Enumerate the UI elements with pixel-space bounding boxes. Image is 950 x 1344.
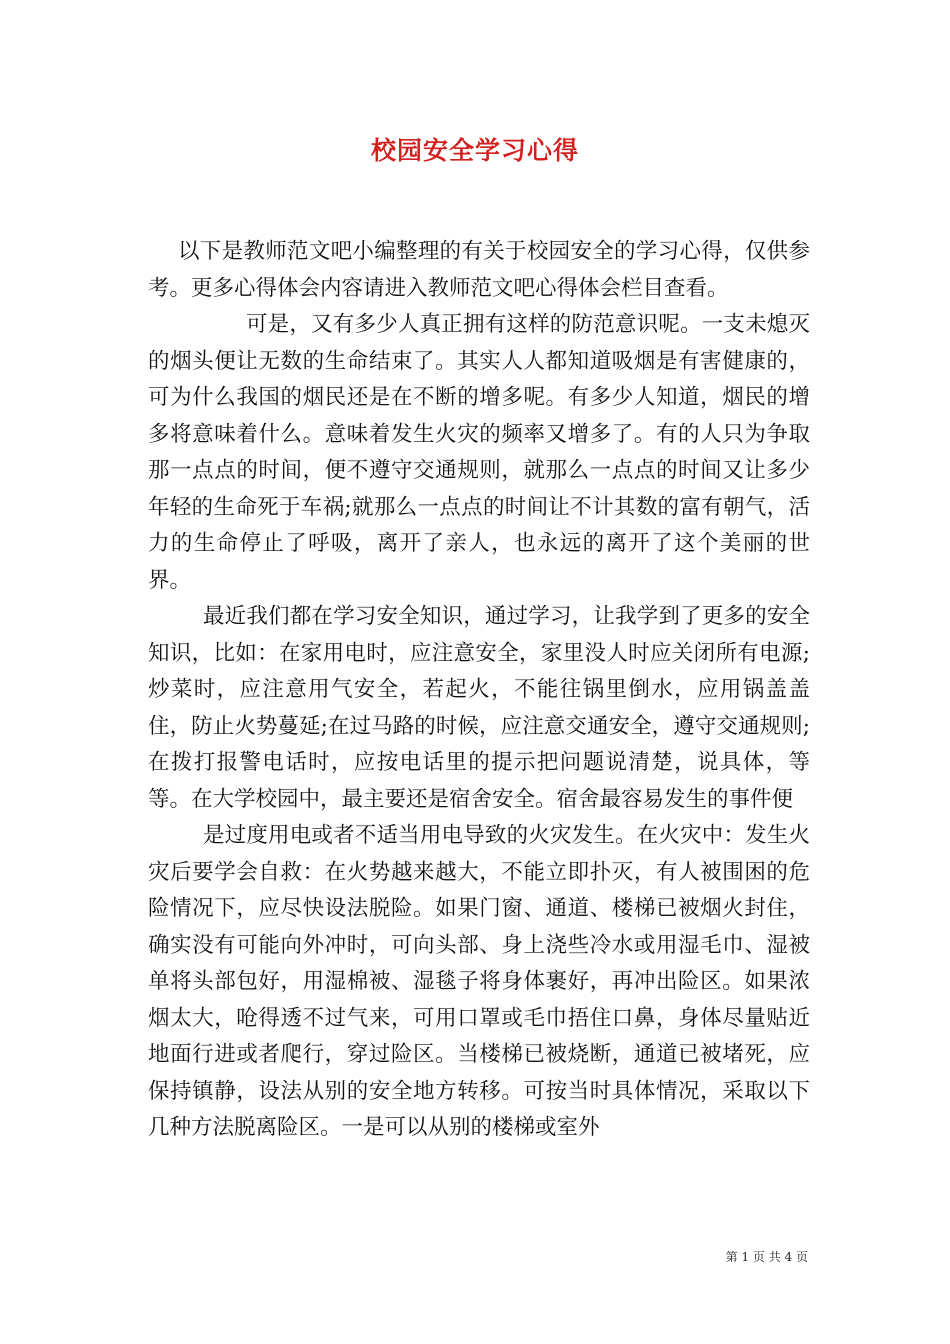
paragraph-safety-knowledge: 最近我们都在学习安全知识，通过学习，让我学到了更多的安全知识，比如：在家用电时，应注意安全，家里没人时应关闭所有电源;炒菜时，应注意用气安全，若起火，不能往锅里倒水，应用锅盖盖住，防止火势蔓延;在过马路的时候，应注意交通安全，遵守交通规则;在拨打报警电话时，应按电话里的提示把问题说清楚，说具体，等等。在大学校园中，最主要还是宿舍安全。宿舍最容易发生的事件便 [148,604,810,812]
page-number: 第 1 页 共 4 页 [725,1250,808,1264]
document-body [148,234,810,1147]
page-title: 校园安全学习心得 [370,136,579,165]
paragraph-fire-escape: 是过度用电或者不适当用电导致的火灾发生。在火灾中：发生火灾后要学会自救：在火势越来越大，不能立即扑灭，有人被围困的危险情况下，应尽快设法脱险。如果门窗、通道、楼梯已被烟火封住，确实没有可能向外冲时，可向头部、身上浇些冷水或用湿毛巾、湿被单将头部包好，用湿棉被、湿毯子将身体裹好，再冲出险区。如果浓烟太大，呛得透不过气来，可用口罩或毛巾捂住口鼻，身体尽量贴近地面行进或者爬行，穿过险区。当楼梯已被烧断，通道已被堵死，应保持镇静，设法从别的安全地方转移。可按当时具体情况，采取以下几种方法脱离险区。一是可以从别的楼梯或室外 [148,823,810,1140]
paragraph-awareness: 可是，又有多少人真正拥有这样的防范意识呢。一支未熄灭的烟头便让无数的生命结束了。其实人人都知道吸烟是有害健康的，可为什么我国的烟民还是在不断的增多呢。有多少人知道，烟民的增多将意味着什么。意味着发生火灾的频率又增多了。有的人只为争取那一点点的时间，便不遵守交通规则，就那么一点点的时间又让多少年轻的生命死于车祸;就那么一点点的时间让不计其数的富有朝气，活力的生命停止了呼吸，离开了亲人，也永远的离开了这个美丽的世界。 [148,312,810,593]
paragraph-intro: 以下是教师范文吧小编整理的有关于校园安全的学习心得，仅供参考。更多心得体会内容请进入教师范文吧心得体会栏目查看。 [148,239,810,301]
